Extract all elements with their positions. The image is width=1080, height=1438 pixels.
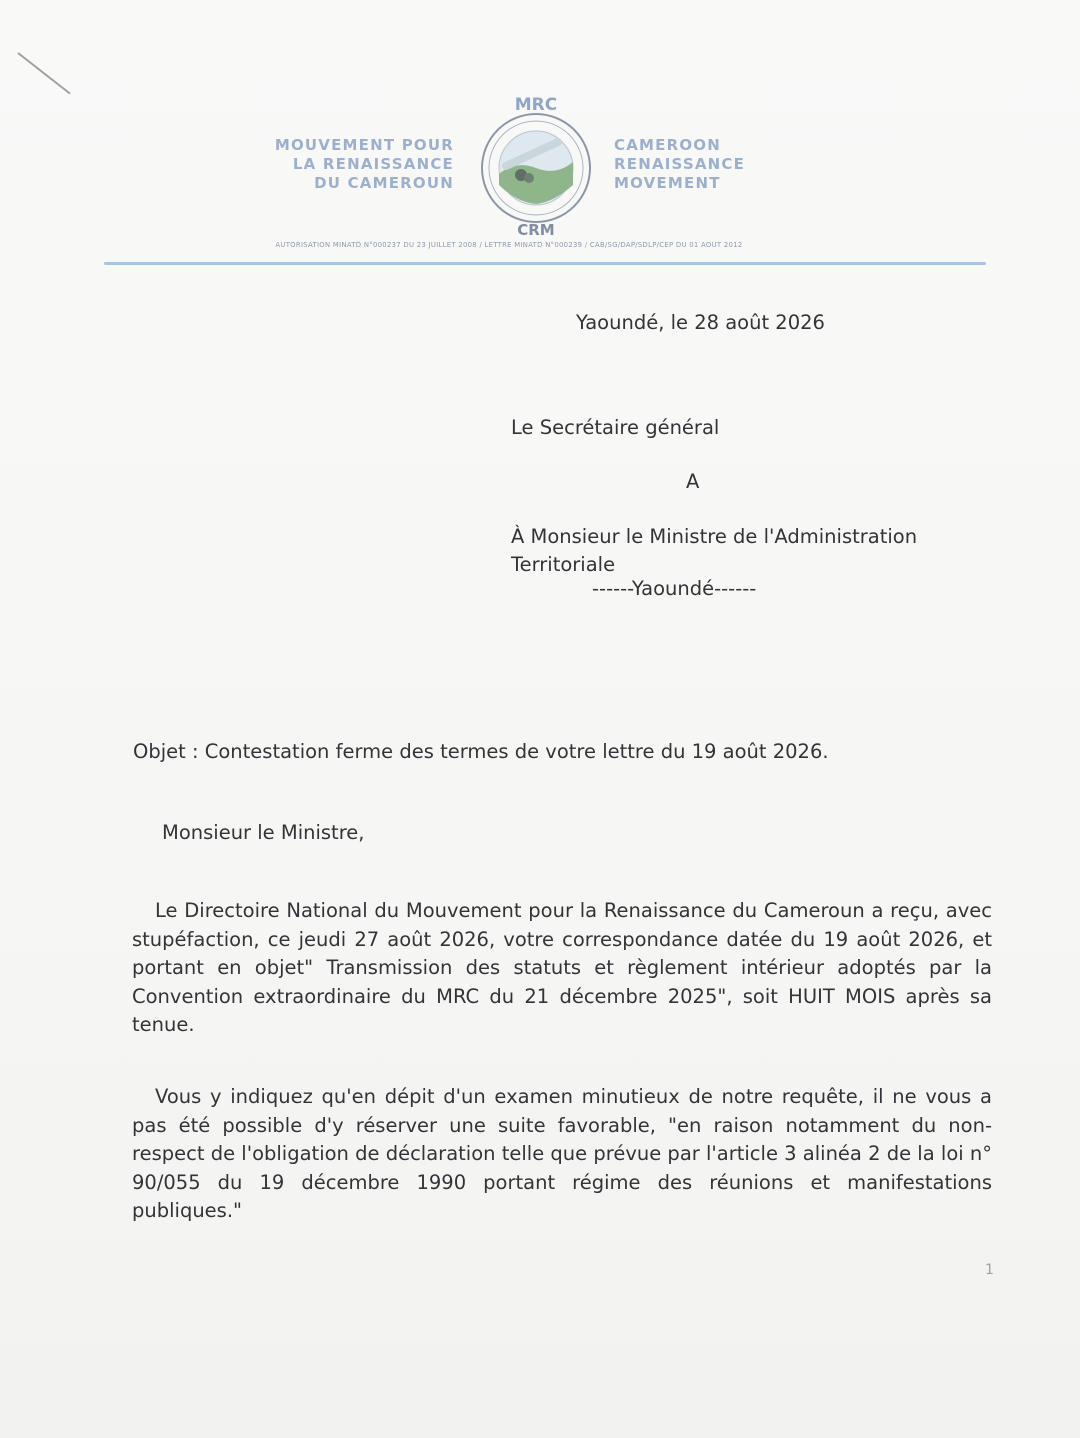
- party-logo: [466, 90, 606, 240]
- org-name-en-line: CAMEROON: [614, 136, 721, 154]
- org-name-fr-line: DU CAMEROUN: [314, 174, 454, 192]
- subject-line: Objet : Contestation ferme des termes de votre lettre du 19 août 2026.: [133, 740, 829, 763]
- page-number: 1: [985, 1262, 994, 1278]
- org-name-english: [614, 136, 745, 193]
- authorization-line: AUTORISATION MINATD N°000237 DU 23 JUILLET 2008 / LETTRE MINATD N°000239 / CAB/SG/DAP/SDLP/CEP DU 01 AOÛT 2012: [275, 241, 743, 249]
- header-divider: [104, 262, 986, 265]
- recipient: À Monsieur le Ministre de l'Administration Territoriale: [511, 525, 918, 576]
- recipient-city: ------Yaoundé------: [592, 577, 757, 600]
- org-name-en-line: RENAISSANCE: [614, 155, 746, 173]
- corner-pen-mark: [17, 52, 70, 94]
- logo-top-text: MRC: [514, 95, 558, 115]
- to-marker: A: [686, 470, 700, 493]
- org-name-fr-line: LA RENAISSANCE: [292, 155, 454, 173]
- letter-date: Yaoundé, le 28 août 2026: [576, 311, 825, 334]
- sender: Le Secrétaire général: [511, 416, 720, 439]
- org-name-french: [275, 136, 454, 193]
- salutation: Monsieur le Ministre,: [162, 821, 365, 844]
- letterhead: [0, 90, 1080, 270]
- logo-bottom-text: CRM: [517, 221, 555, 239]
- body-paragraph: Vous y indiquez qu'en dépit d'un examen minutieux de notre requête, il ne vous a pas été possible d'y réserver une suite favorable, "en raison notamment du non-respect de l'obligation de déclaration telle que prévue par l'article 3 alinéa 2 de la loi n° 90/055 du 19 décembre 1990 portant régime des réunions et manifestations publiques.": [132, 1085, 992, 1222]
- org-name-en-line: MOVEMENT: [614, 174, 721, 192]
- body-paragraph: Le Directoire National du Mouvement pour la Renaissance du Cameroun a reçu, avec stupéfaction, ce jeudi 27 août 2026, votre correspondance datée du 19 août 2026, et portant en objet" Transmission des statuts et règlement intérieur adoptés par la Convention extraordinaire du MRC du 21 décembre 2025", soit HUIT MOIS après sa tenue.: [132, 899, 992, 1036]
- org-name-fr-line: MOUVEMENT POUR: [274, 136, 454, 154]
